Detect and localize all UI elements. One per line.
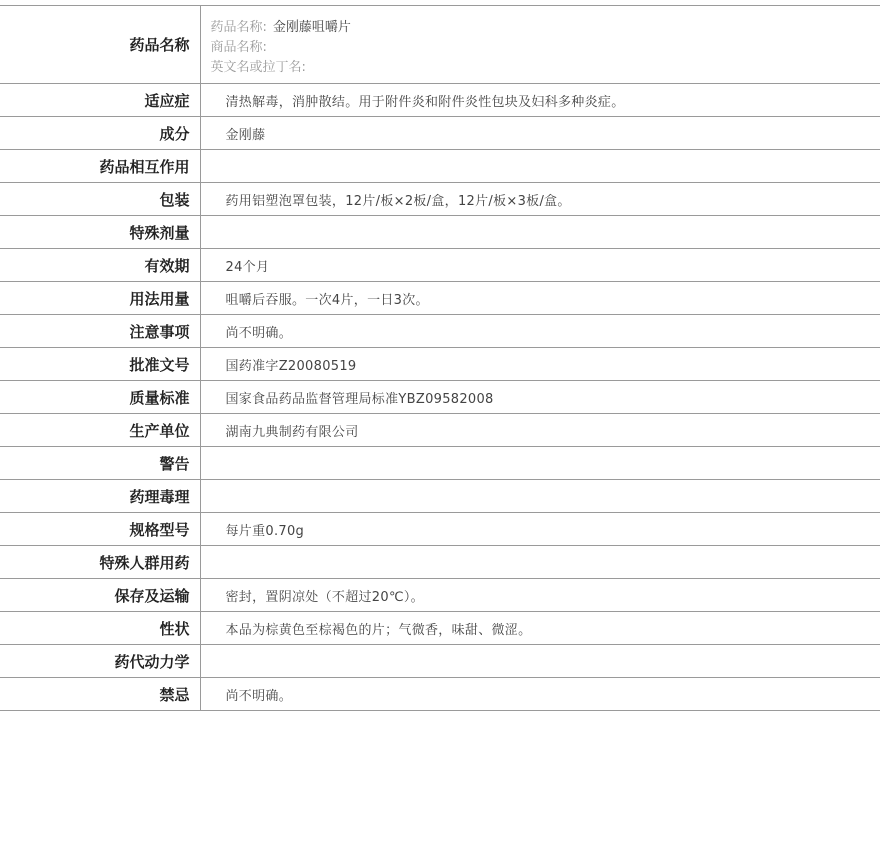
- row-value: [200, 480, 880, 513]
- row-specification: [0, 513, 880, 546]
- row-manufacturer: [0, 414, 880, 447]
- row-value: 药用铝塑泡罩包装，12片/板×2板/盒，12片/板×3板/盒。: [200, 183, 880, 216]
- row-special-dosage: [0, 216, 880, 249]
- row-interactions: [0, 150, 880, 183]
- row-value: [200, 546, 880, 579]
- row-contraindications: [0, 678, 880, 711]
- row-label: 质量标准: [0, 381, 200, 414]
- drug-spec-table: [0, 5, 880, 711]
- row-precautions: [0, 315, 880, 348]
- row-value: [200, 150, 880, 183]
- row-special-populations: [0, 546, 880, 579]
- drug-spec-table-body: [0, 6, 880, 711]
- row-value: 国家食品药品监督管理局标准YBZ09582008: [200, 381, 880, 414]
- row-label: 批准文号: [0, 348, 200, 381]
- row-value: [200, 216, 880, 249]
- row-value: [200, 645, 880, 678]
- row-value: 密封，置阴凉处（不超过20℃）。: [200, 579, 880, 612]
- trade-name-line: [211, 38, 880, 58]
- row-label: 药品名称: [0, 6, 200, 84]
- row-ingredients: [0, 117, 880, 150]
- row-label: 保存及运输: [0, 579, 200, 612]
- row-packaging: [0, 183, 880, 216]
- row-pharmacokinetics: [0, 645, 880, 678]
- row-warnings: [0, 447, 880, 480]
- english-name-key: 英文名或拉丁名:: [210, 60, 306, 75]
- row-pharmacology-toxicology: [0, 480, 880, 513]
- row-value: 本品为棕黄色至棕褐色的片；气微香，味甜、微涩。: [200, 612, 880, 645]
- row-label: 禁忌: [0, 678, 200, 711]
- row-value: 咀嚼后吞服。一次4片，一日3次。: [200, 282, 880, 315]
- row-label: 规格型号: [0, 513, 200, 546]
- row-usage-dosage: [0, 282, 880, 315]
- trade-name-key: 商品名称:: [210, 40, 267, 55]
- row-storage-transport: [0, 579, 880, 612]
- row-label: 药代动力学: [0, 645, 200, 678]
- row-approval-number: [0, 348, 880, 381]
- row-value: 每片重0.70g: [200, 513, 880, 546]
- generic-name-value: 金刚藤咀嚼片: [272, 20, 351, 35]
- row-value: 湖南九典制药有限公司: [200, 414, 880, 447]
- row-label: 特殊剂量: [0, 216, 200, 249]
- row-value: 国药准字Z20080519: [200, 348, 880, 381]
- row-value: 尚不明确。: [200, 315, 880, 348]
- row-label: 包装: [0, 183, 200, 216]
- row-value: [200, 447, 880, 480]
- generic-name-key: 药品名称:: [210, 20, 267, 35]
- row-label: 警告: [0, 447, 200, 480]
- english-name-line: [211, 58, 880, 78]
- row-label: 生产单位: [0, 414, 200, 447]
- row-value: 尚不明确。: [200, 678, 880, 711]
- row-description: [0, 612, 880, 645]
- row-label: 成分: [0, 117, 200, 150]
- row-label: 特殊人群用药: [0, 546, 200, 579]
- row-value: 清热解毒，消肿散结。用于附件炎和附件炎性包块及妇科多种炎症。: [200, 84, 880, 117]
- row-label: 药品相互作用: [0, 150, 200, 183]
- drug-name-cell: [200, 6, 880, 84]
- row-shelf-life: [0, 249, 880, 282]
- drug-name-row: [0, 6, 880, 84]
- row-label: 药理毒理: [0, 480, 200, 513]
- row-label: 注意事项: [0, 315, 200, 348]
- row-label: 性状: [0, 612, 200, 645]
- row-quality-standard: [0, 381, 880, 414]
- row-indications: [0, 84, 880, 117]
- row-label: 适应症: [0, 84, 200, 117]
- generic-name-line: [211, 18, 880, 38]
- row-label: 用法用量: [0, 282, 200, 315]
- row-value: 24个月: [200, 249, 880, 282]
- row-value: 金刚藤: [200, 117, 880, 150]
- row-label: 有效期: [0, 249, 200, 282]
